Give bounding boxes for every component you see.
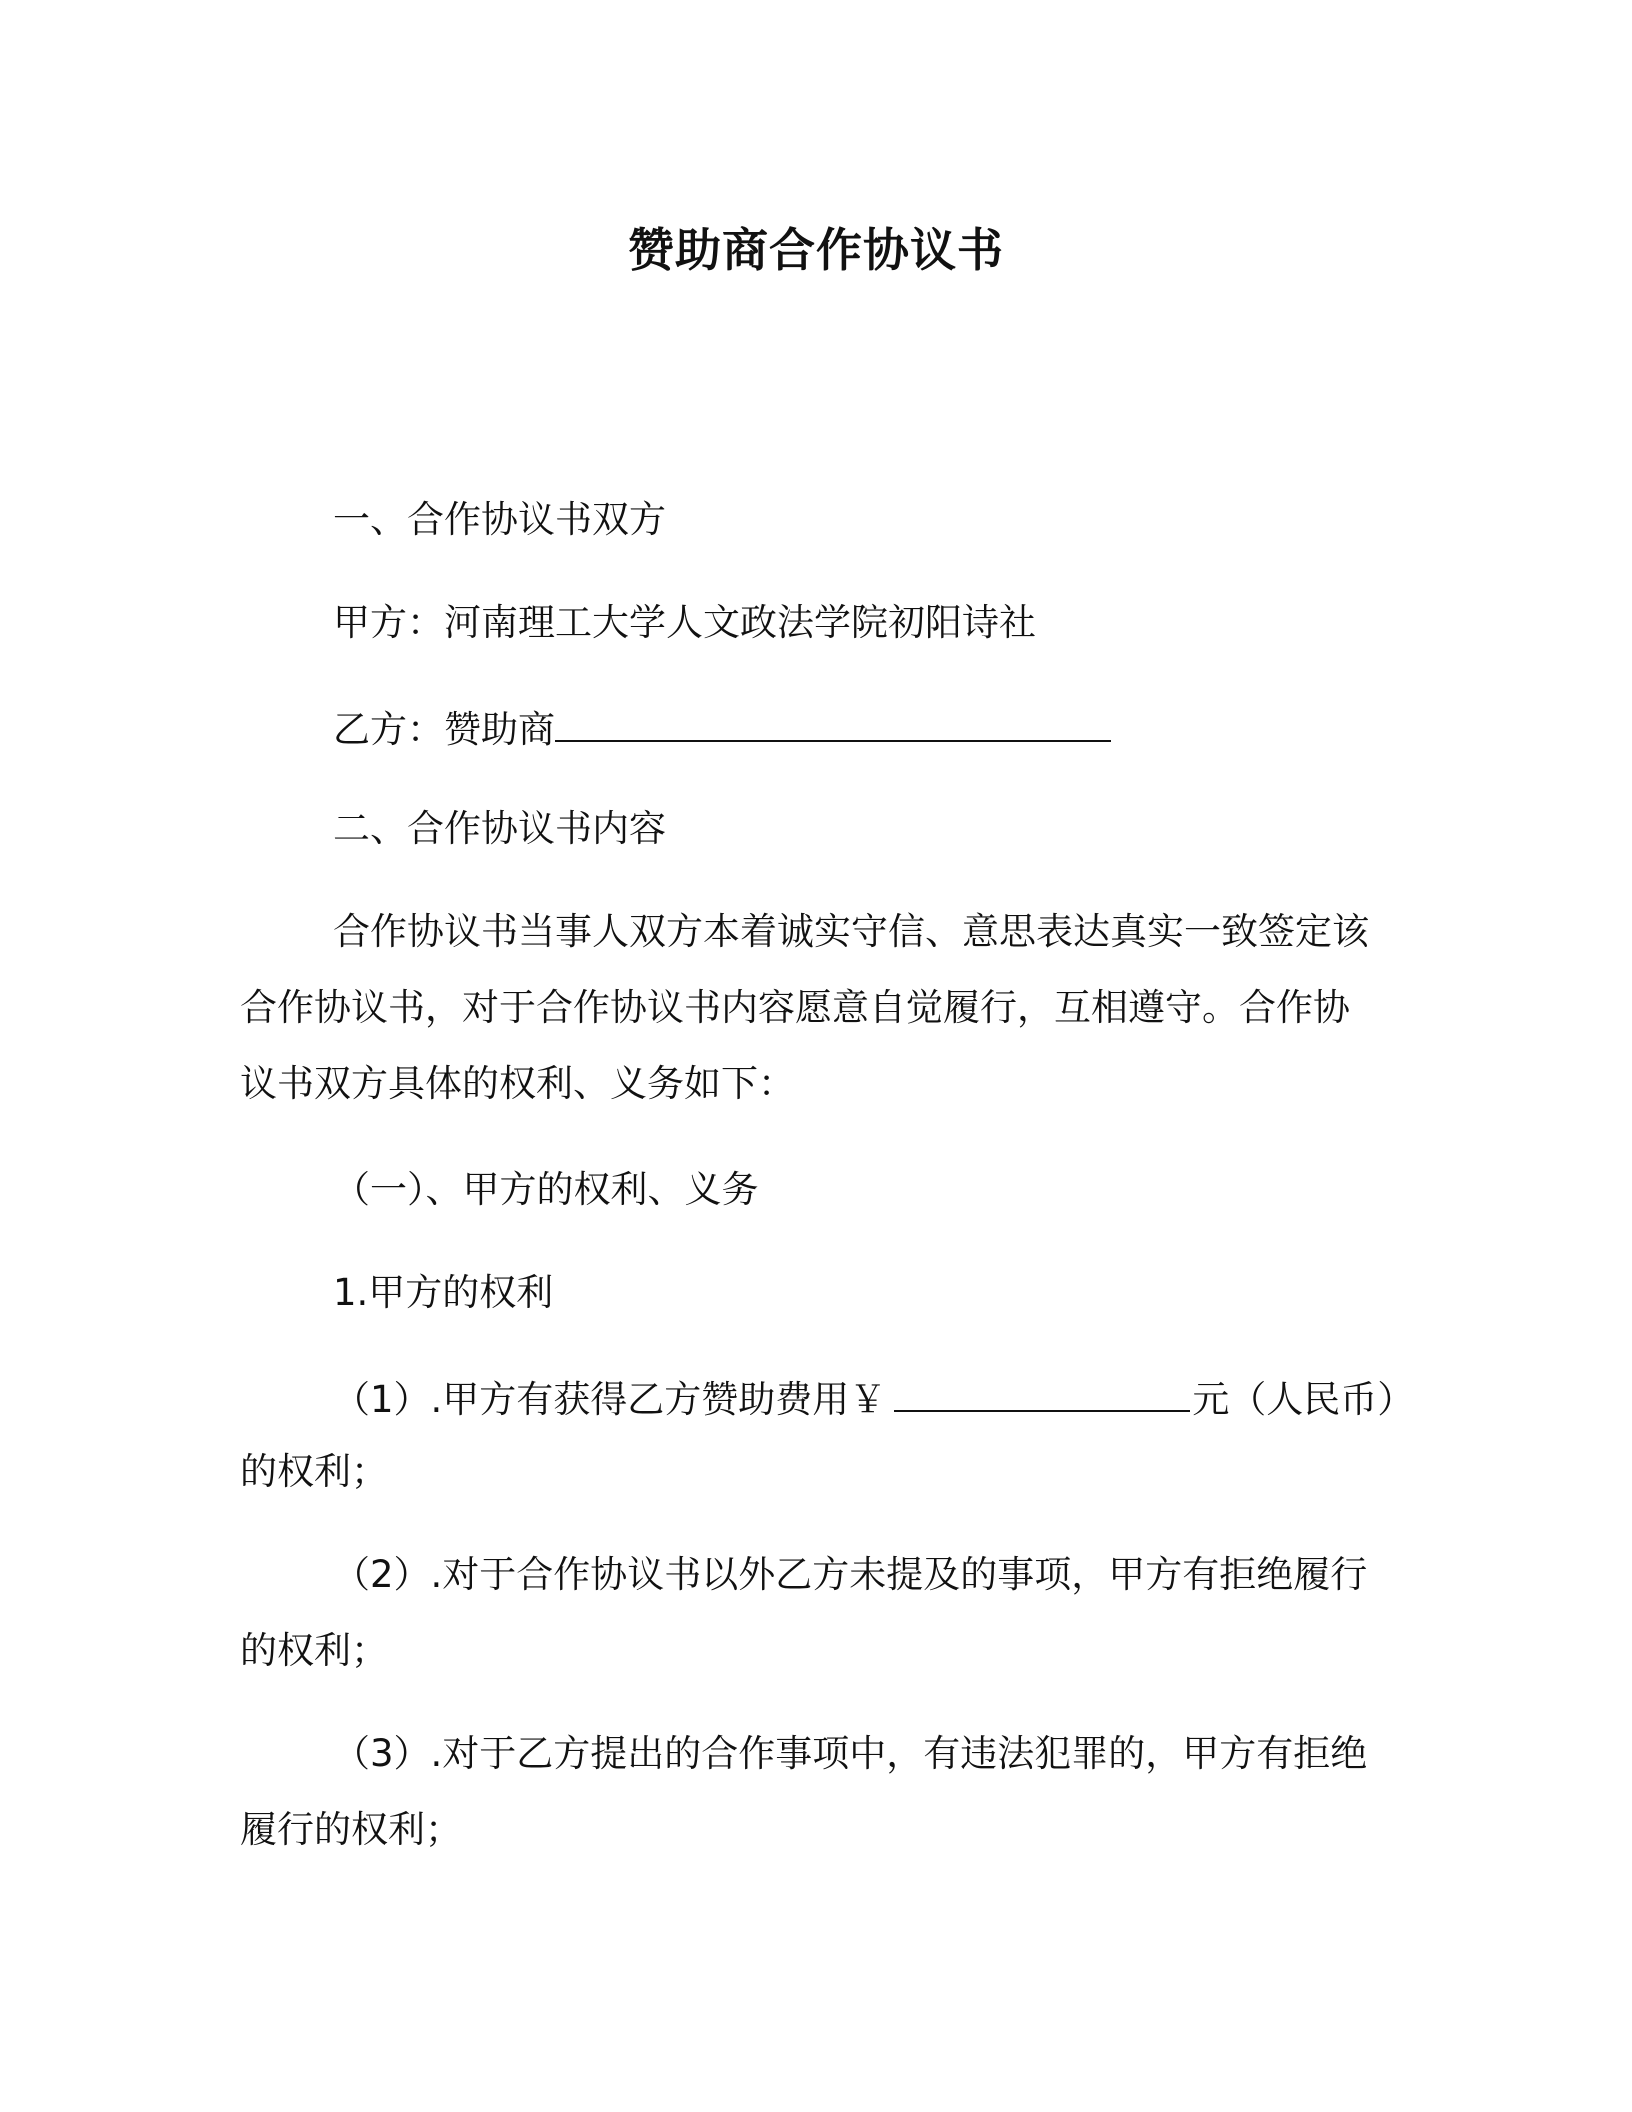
party-b-line — [333, 702, 1111, 754]
section2-heading: 二、合作协议书内容 — [333, 807, 666, 850]
intro-line-3: 议书双方具体的权利、义务如下： — [240, 1062, 795, 1105]
item-heading-rights: 1.甲方的权利 — [333, 1271, 554, 1314]
party-b-label: 乙方：赞助商 — [333, 708, 555, 751]
clause-1-line — [333, 1372, 1414, 1424]
intro-line-1: 合作协议书当事人双方本着诚实守信、意思表达真实一致签定该 — [333, 910, 1369, 953]
document-title: 赞助商合作协议书 — [628, 223, 1004, 277]
section1-heading: 一、合作协议书双方 — [333, 498, 666, 541]
clause-3-line-1: （3）.对于乙方提出的合作事项中，有违法犯罪的，甲方有拒绝 — [333, 1732, 1368, 1775]
clause-3-line-2: 履行的权利； — [240, 1808, 462, 1851]
sponsor-fee-blank — [894, 1372, 1190, 1412]
sponsor-name-blank — [555, 702, 1111, 742]
clause-1-suffix: 元（人民币） — [1192, 1378, 1415, 1421]
clause-1-prefix: （1）.甲方有获得乙方赞助费用￥ — [333, 1378, 887, 1421]
intro-line-2: 合作协议书，对于合作协议书内容愿意自觉履行，互相遵守。合作协 — [240, 986, 1350, 1029]
party-a-line: 甲方：河南理工大学人文政法学院初阳诗社 — [333, 601, 1036, 644]
sub-heading-party-a: （一）、甲方的权利、义务 — [333, 1168, 759, 1211]
clause-2-line-2: 的权利； — [240, 1629, 388, 1672]
clause-2-line-1: （2）.对于合作协议书以外乙方未提及的事项，甲方有拒绝履行 — [333, 1553, 1368, 1596]
clause-1-continuation: 的权利； — [240, 1450, 388, 1493]
